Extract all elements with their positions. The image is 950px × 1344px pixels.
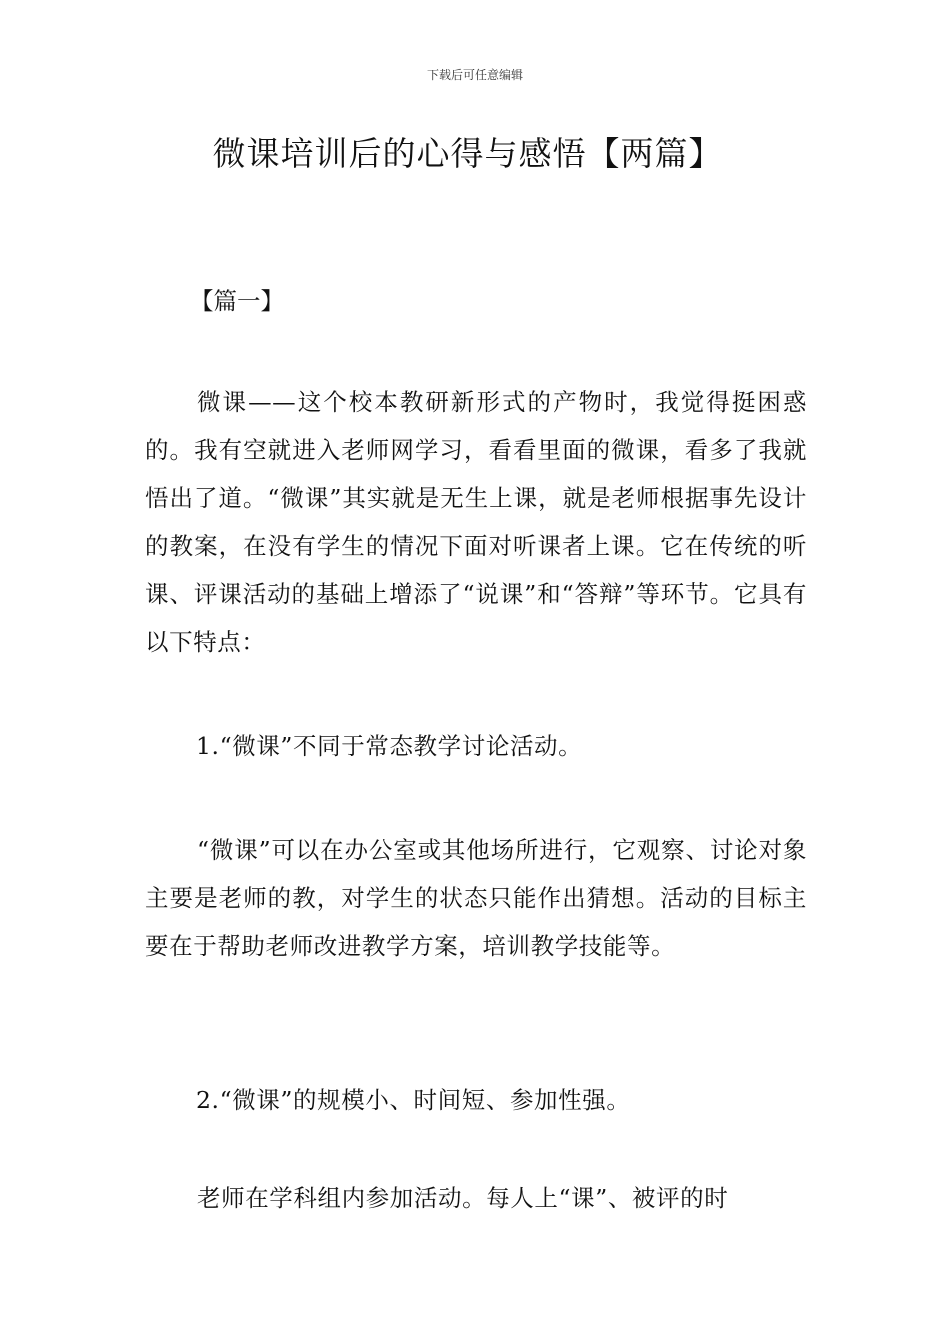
paragraph-point-2: 老师在学科组内参加活动。每人上“课”、被评的时: [197, 1184, 729, 1212]
page-title: 微课培训后的心得与感悟【两篇】: [212, 134, 723, 173]
paragraph-point-1: “微课”可以在办公室或其他场所进行，它观察、讨论对象主要是老师的教，对学生的状态只能作出猜想。活动的目标主要在于帮助老师改进教学方案，培训教学技能等。: [145, 836, 807, 960]
point-heading-2: 2.“微课”的规模小、时间短、参加性强。: [196, 1086, 631, 1114]
paragraph-intro: 微课——这个校本教研新形式的产物时，我觉得挺困惑的。我有空就进入老师网学习，看看里面的微课，看多了我就悟出了道。“微课”其实就是无生上课，就是老师根据事先设计的教案，在没有学生的情况下面对听课者上课。它在传统的听课、评课活动的基础上增添了“说课”和“答辩”等环节。它具有以下特点：: [145, 388, 807, 656]
point-heading-1: 1.“微课”不同于常态教学讨论活动。: [196, 732, 583, 760]
section-label: 【篇一】: [190, 287, 284, 315]
header-note: 下载后可任意编辑: [426, 68, 523, 82]
